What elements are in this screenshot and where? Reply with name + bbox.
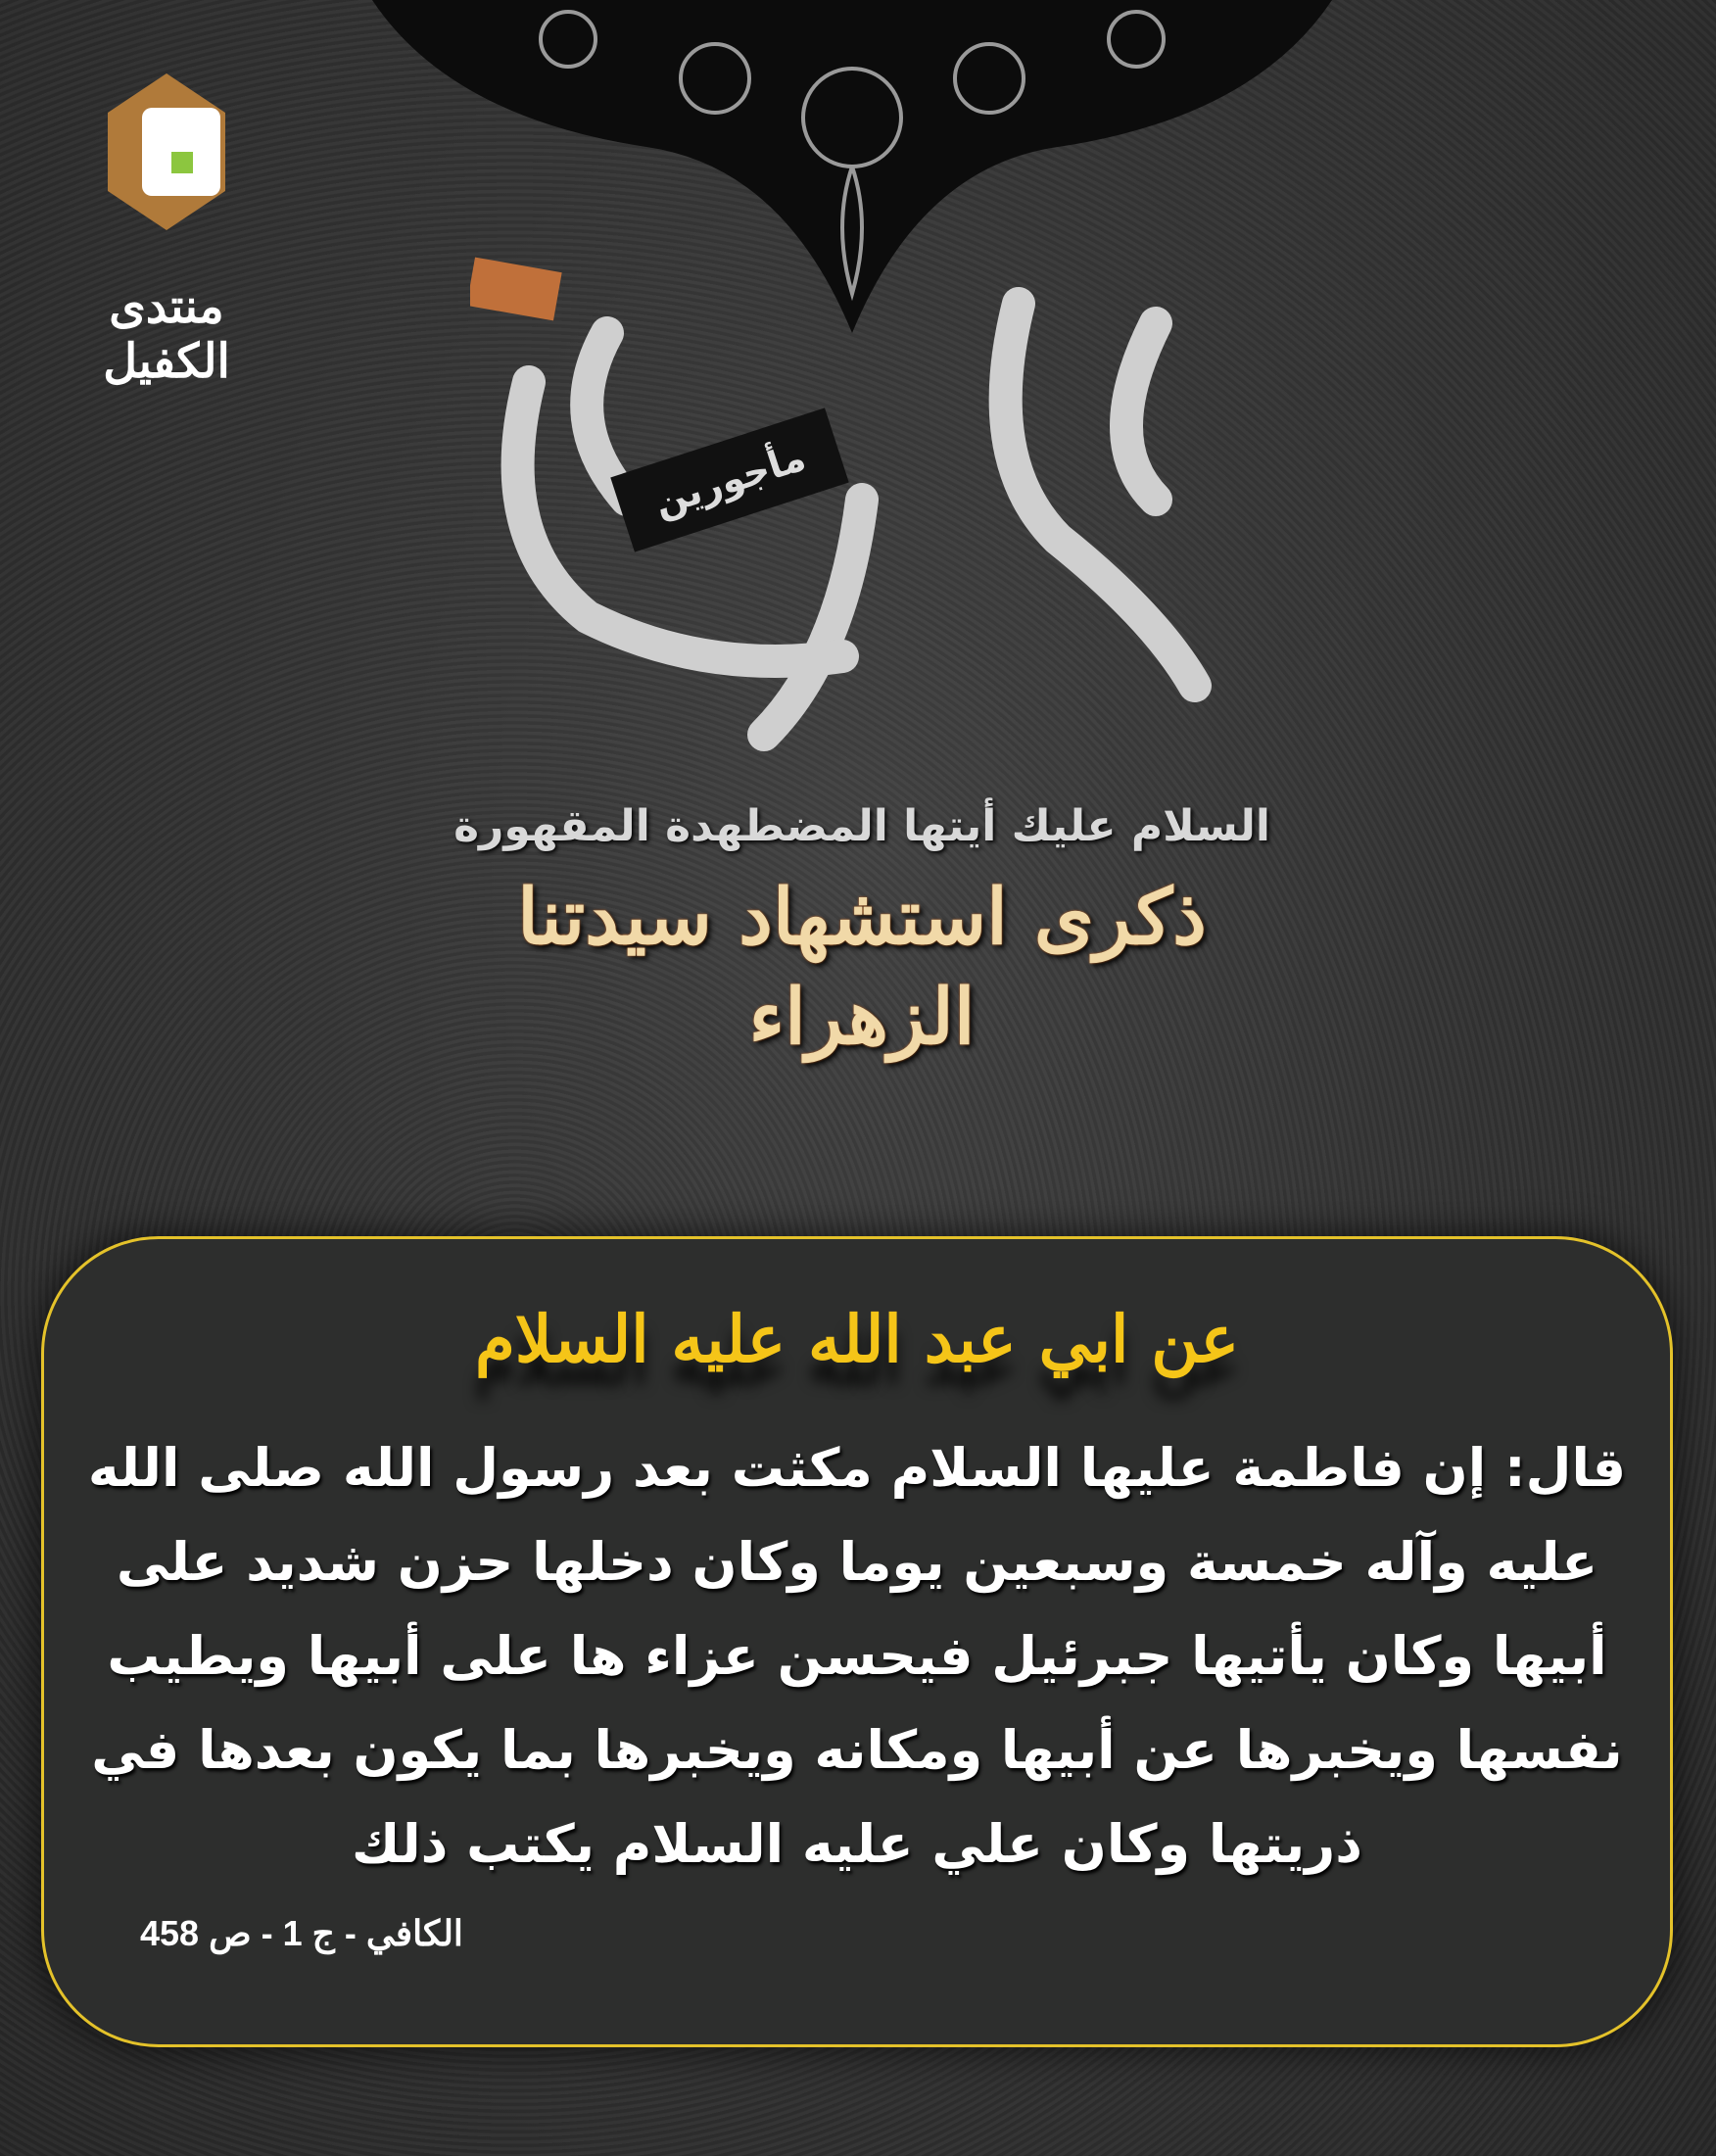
hand-emblem-icon <box>93 69 240 235</box>
hadith-body: قال: إن فاطمة عليها السلام مكثت بعد رسول الله صلى الله عليه وآله خمسة وسبعين يوما وكان دخلها حزن شديد على أبيها وكان يأتيها جبرئيل فيحسن عزاء ها على أبيها ويطيب نفسها ويخبرها عن أبيها ومكانه ويخبرها بما يكون بعدها في ذريتها وكان علي عليه السلام يكتب ذلك <box>87 1436 1627 1875</box>
anniversary-title: ذكرى استشهاد سيدتنا الزهراء <box>517 873 1207 1062</box>
heading-group <box>411 798 1312 1067</box>
hadith-card <box>41 1236 1673 2047</box>
logo-name: منتدى الكفيل <box>103 279 230 389</box>
fatima-calligraphy <box>470 245 1254 774</box>
hadith-title: عن ابي عبد الله عليه السلام <box>475 1301 1239 1377</box>
salutation-subtitle: السلام عليك أيتها المضطهدة المقهورة <box>453 801 1270 851</box>
forum-logo <box>39 69 294 389</box>
hadith-citation: الكافي - ج 1 - ص 458 <box>140 1912 463 1953</box>
band-text: مأجورين <box>610 407 848 551</box>
